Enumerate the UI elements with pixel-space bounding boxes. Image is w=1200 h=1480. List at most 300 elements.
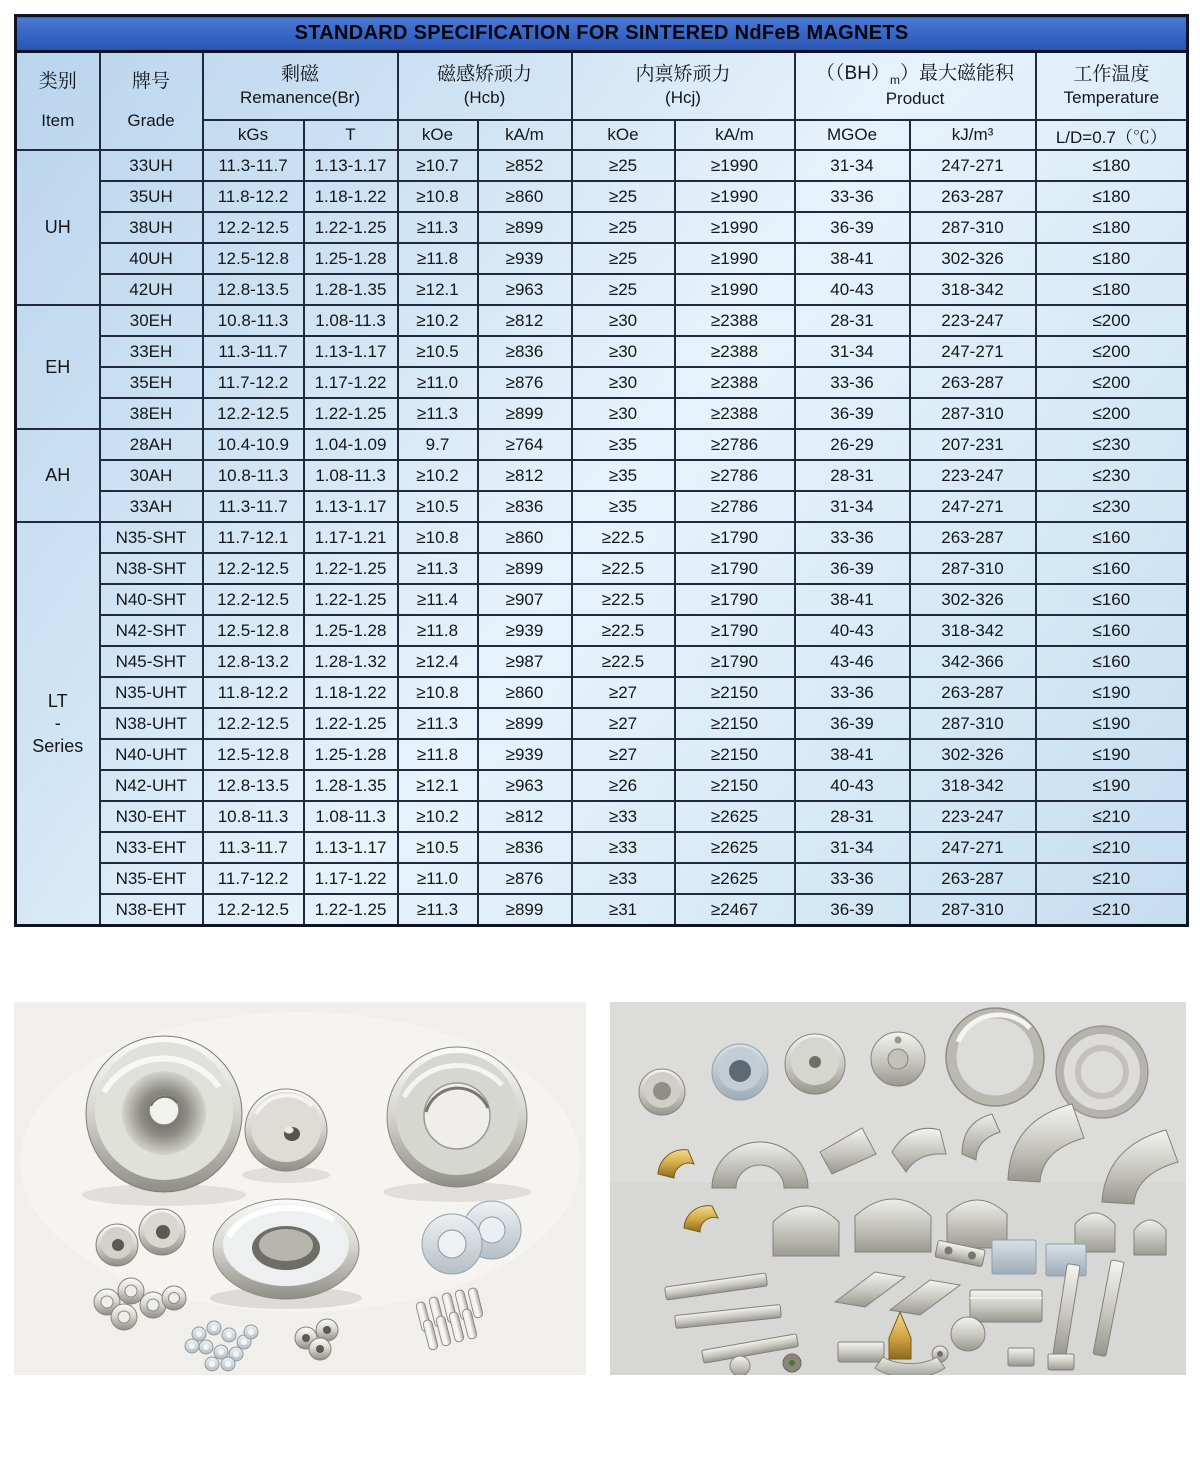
value-cell: 1.13-1.17	[304, 336, 398, 367]
grade-cell: 42UH	[100, 274, 203, 305]
value-cell: ≥876	[478, 863, 572, 894]
col-header-item	[16, 52, 100, 151]
table-row	[16, 336, 1188, 367]
value-cell: ≥11.3	[398, 894, 478, 926]
value-cell: ≥11.3	[398, 212, 478, 243]
col-header-temperature-en: Temperature	[1063, 88, 1160, 108]
table-row	[16, 305, 1188, 336]
group-label-lt-series: LT - Series	[16, 522, 100, 926]
value-cell: 12.5-12.8	[203, 243, 304, 274]
value-cell: ≥22.5	[572, 584, 675, 615]
col-header-product-cn: $((BH)_m)$最大磁能积	[816, 62, 1014, 87]
value-cell: ≥11.3	[398, 708, 478, 739]
value-cell: 38-41	[795, 243, 910, 274]
col-header-product	[795, 52, 1036, 121]
value-cell: ≥25	[572, 243, 675, 274]
value-cell: 12.8-13.5	[203, 274, 304, 305]
value-cell: ≤180	[1036, 181, 1188, 212]
value-cell: 12.2-12.5	[203, 584, 304, 615]
value-cell: ≤180	[1036, 243, 1188, 274]
grade-cell: N38-UHT	[100, 708, 203, 739]
value-cell: ≥11.0	[398, 863, 478, 894]
value-cell: 1.22-1.25	[304, 708, 398, 739]
value-cell: ≥30	[572, 367, 675, 398]
value-cell: 11.7-12.1	[203, 522, 304, 553]
value-cell: ≥963	[478, 274, 572, 305]
value-cell: ≥10.2	[398, 305, 478, 336]
table-row	[16, 460, 1188, 491]
table-row	[16, 274, 1188, 305]
value-cell: ≥939	[478, 243, 572, 274]
value-cell: ≥1990	[675, 212, 795, 243]
table-row	[16, 150, 1188, 181]
value-cell: 12.2-12.5	[203, 894, 304, 926]
value-cell: ≥22.5	[572, 522, 675, 553]
value-cell: 33-36	[795, 181, 910, 212]
value-cell: 26-29	[795, 429, 910, 460]
grade-cell: N38-EHT	[100, 894, 203, 926]
value-cell: ≥1790	[675, 584, 795, 615]
value-cell: ≤200	[1036, 305, 1188, 336]
value-cell: ≥10.2	[398, 801, 478, 832]
value-cell: ≥2467	[675, 894, 795, 926]
unit-t: T	[304, 120, 398, 150]
col-header-hcb	[398, 52, 572, 121]
grade-cell: 40UH	[100, 243, 203, 274]
value-cell: ≥963	[478, 770, 572, 801]
value-cell: ≥10.5	[398, 832, 478, 863]
value-cell: 247-271	[910, 150, 1036, 181]
grade-cell: 35EH	[100, 367, 203, 398]
value-cell: 36-39	[795, 708, 910, 739]
title-bar	[16, 16, 1188, 52]
value-cell: ≥1990	[675, 150, 795, 181]
value-cell: 12.8-13.2	[203, 646, 304, 677]
value-cell: ≥25	[572, 274, 675, 305]
value-cell: ≥2786	[675, 429, 795, 460]
value-cell: 12.2-12.5	[203, 398, 304, 429]
value-cell: 1.17-1.22	[304, 367, 398, 398]
grade-cell: 33EH	[100, 336, 203, 367]
value-cell: 28-31	[795, 305, 910, 336]
col-header-grade-cn: 牌号	[131, 70, 170, 92]
value-cell: ≥30	[572, 398, 675, 429]
value-cell: ≥11.8	[398, 243, 478, 274]
value-cell: ≥11.4	[398, 584, 478, 615]
table-row	[16, 398, 1188, 429]
value-cell: ≥2388	[675, 305, 795, 336]
value-cell: ≥26	[572, 770, 675, 801]
value-cell: ≥11.8	[398, 739, 478, 770]
col-header-grade-en: Grade	[127, 111, 175, 131]
table-row	[16, 212, 1188, 243]
table-row	[16, 801, 1188, 832]
value-cell: ≤200	[1036, 367, 1188, 398]
value-cell: ≤160	[1036, 553, 1188, 584]
value-cell: ≥10.5	[398, 491, 478, 522]
value-cell: ≥30	[572, 336, 675, 367]
group-label-eh: EH	[16, 305, 100, 429]
value-cell: ≥11.8	[398, 615, 478, 646]
value-cell: 1.13-1.17	[304, 832, 398, 863]
grade-cell: 33UH	[100, 150, 203, 181]
value-cell: ≥12.1	[398, 274, 478, 305]
value-cell: ≥35	[572, 491, 675, 522]
value-cell: ≥939	[478, 615, 572, 646]
value-cell: 318-342	[910, 770, 1036, 801]
value-cell: ≥27	[572, 708, 675, 739]
value-cell: ≥25	[572, 150, 675, 181]
value-cell: 263-287	[910, 863, 1036, 894]
value-cell: 11.8-12.2	[203, 181, 304, 212]
table-row	[16, 181, 1188, 212]
value-cell: ≥876	[478, 367, 572, 398]
value-cell: ≥987	[478, 646, 572, 677]
value-cell: 12.2-12.5	[203, 212, 304, 243]
table-row	[16, 367, 1188, 398]
value-cell: 28-31	[795, 801, 910, 832]
value-cell: ≥10.2	[398, 460, 478, 491]
value-cell: ≥764	[478, 429, 572, 460]
value-cell: 38-41	[795, 584, 910, 615]
value-cell: 40-43	[795, 770, 910, 801]
group-label-ah: AH	[16, 429, 100, 522]
value-cell: ≥2150	[675, 739, 795, 770]
value-cell: ≥33	[572, 832, 675, 863]
photo-ring-magnets	[14, 1002, 586, 1375]
value-cell: 1.13-1.17	[304, 491, 398, 522]
value-cell: ≥1990	[675, 181, 795, 212]
table-row	[16, 832, 1188, 863]
value-cell: ≤180	[1036, 274, 1188, 305]
value-cell: 247-271	[910, 491, 1036, 522]
value-cell: 36-39	[795, 553, 910, 584]
value-cell: 1.22-1.25	[304, 584, 398, 615]
value-cell: 1.22-1.25	[304, 398, 398, 429]
value-cell: ≥2388	[675, 367, 795, 398]
value-cell: 40-43	[795, 274, 910, 305]
col-header-temperature	[1036, 52, 1188, 121]
value-cell: ≥812	[478, 305, 572, 336]
value-cell: ≥899	[478, 894, 572, 926]
value-cell: ≥22.5	[572, 553, 675, 584]
value-cell: ≥812	[478, 460, 572, 491]
grade-cell: N40-SHT	[100, 584, 203, 615]
value-cell: ≥899	[478, 708, 572, 739]
value-cell: ≥25	[572, 181, 675, 212]
value-cell: ≥1790	[675, 553, 795, 584]
value-cell: 287-310	[910, 894, 1036, 926]
value-cell: 1.08-11.3	[304, 801, 398, 832]
value-cell: 1.22-1.25	[304, 894, 398, 926]
value-cell: 263-287	[910, 367, 1036, 398]
value-cell: ≥899	[478, 212, 572, 243]
grade-cell: N42-SHT	[100, 615, 203, 646]
value-cell: 12.2-12.5	[203, 708, 304, 739]
value-cell: ≥25	[572, 212, 675, 243]
value-cell: ≤210	[1036, 832, 1188, 863]
table-row	[16, 522, 1188, 553]
value-cell: ≤190	[1036, 708, 1188, 739]
unit-koe-hcb: kOe	[398, 120, 478, 150]
table-row	[16, 553, 1188, 584]
value-cell: ≥35	[572, 429, 675, 460]
value-cell: 33-36	[795, 522, 910, 553]
col-header-hcj-en: (Hcj)	[665, 88, 701, 108]
value-cell: 31-34	[795, 832, 910, 863]
value-cell: 10.4-10.9	[203, 429, 304, 460]
value-cell: ≥2150	[675, 677, 795, 708]
value-cell: ≥11.3	[398, 553, 478, 584]
col-header-item-en: Item	[41, 111, 75, 131]
value-cell: 12.5-12.8	[203, 739, 304, 770]
value-cell: ≥27	[572, 677, 675, 708]
value-cell: ≤230	[1036, 460, 1188, 491]
value-cell: 247-271	[910, 336, 1036, 367]
value-cell: 1.22-1.25	[304, 553, 398, 584]
value-cell: 11.7-12.2	[203, 367, 304, 398]
value-cell: ≤190	[1036, 677, 1188, 708]
col-header-remanence-en: Remanence(Br)	[240, 88, 360, 108]
value-cell: ≤160	[1036, 522, 1188, 553]
value-cell: 12.8-13.5	[203, 770, 304, 801]
unit-mgoe: MGOe	[795, 120, 910, 150]
value-cell: 318-342	[910, 274, 1036, 305]
value-cell: ≥860	[478, 677, 572, 708]
value-cell: 1.28-1.32	[304, 646, 398, 677]
value-cell: ≥22.5	[572, 646, 675, 677]
value-cell: ≥33	[572, 863, 675, 894]
value-cell: 287-310	[910, 708, 1036, 739]
value-cell: 1.04-1.09	[304, 429, 398, 460]
value-cell: 287-310	[910, 212, 1036, 243]
value-cell: 1.25-1.28	[304, 243, 398, 274]
unit-kgs: kGs	[203, 120, 304, 150]
grade-cell: N35-UHT	[100, 677, 203, 708]
value-cell: 11.3-11.7	[203, 336, 304, 367]
grade-cell: 35UH	[100, 181, 203, 212]
grade-cell: N35-SHT	[100, 522, 203, 553]
unit-kam-hcb: kA/m	[478, 120, 572, 150]
grade-cell: 38EH	[100, 398, 203, 429]
col-header-temperature-cn: 工作温度	[1073, 63, 1150, 85]
value-cell: ≥1790	[675, 615, 795, 646]
col-header-hcj	[572, 52, 795, 121]
value-cell: 28-31	[795, 460, 910, 491]
value-cell: ≥12.1	[398, 770, 478, 801]
value-cell: 1.08-11.3	[304, 460, 398, 491]
value-cell: ≥852	[478, 150, 572, 181]
group-label-uh: UH	[16, 150, 100, 305]
value-cell: 1.28-1.35	[304, 274, 398, 305]
value-cell: 302-326	[910, 584, 1036, 615]
value-cell: ≥2388	[675, 398, 795, 429]
col-header-hcb-cn: 磁感矫顽力	[436, 63, 532, 85]
table-row	[16, 243, 1188, 274]
product-photos	[14, 1002, 1186, 1375]
value-cell: 223-247	[910, 460, 1036, 491]
grade-cell: N38-SHT	[100, 553, 203, 584]
value-cell: 43-46	[795, 646, 910, 677]
value-cell: ≥10.7	[398, 150, 478, 181]
value-cell: 36-39	[795, 894, 910, 926]
grade-cell: N35-EHT	[100, 863, 203, 894]
value-cell: ≤180	[1036, 212, 1188, 243]
value-cell: ≤180	[1036, 150, 1188, 181]
grade-cell: 30EH	[100, 305, 203, 336]
value-cell: 11.3-11.7	[203, 832, 304, 863]
header-row-1	[16, 52, 1188, 121]
grade-cell: N45-SHT	[100, 646, 203, 677]
value-cell: ≥1790	[675, 522, 795, 553]
value-cell: ≤210	[1036, 801, 1188, 832]
value-cell: ≥31	[572, 894, 675, 926]
value-cell: 1.25-1.28	[304, 615, 398, 646]
value-cell: 318-342	[910, 615, 1036, 646]
col-header-remanence-cn: 剩磁	[280, 63, 319, 85]
value-cell: ≥836	[478, 832, 572, 863]
value-cell: 38-41	[795, 739, 910, 770]
photo-magnet-assortment-image	[610, 1002, 1186, 1375]
value-cell: ≥11.3	[398, 398, 478, 429]
col-header-hcj-cn: 内禀矫顽力	[635, 63, 731, 85]
grade-cell: N33-EHT	[100, 832, 203, 863]
value-cell: ≤160	[1036, 646, 1188, 677]
value-cell: ≤210	[1036, 894, 1188, 926]
spec-table	[14, 14, 1189, 927]
value-cell: ≥10.8	[398, 677, 478, 708]
col-header-item-cn: 类别	[38, 70, 77, 92]
value-cell: ≥899	[478, 398, 572, 429]
value-cell: ≥12.4	[398, 646, 478, 677]
value-cell: 11.3-11.7	[203, 150, 304, 181]
value-cell: ≥860	[478, 181, 572, 212]
value-cell: 1.18-1.22	[304, 181, 398, 212]
value-cell: ≤160	[1036, 584, 1188, 615]
unit-kjm3: kJ/m³	[910, 120, 1036, 150]
value-cell: 36-39	[795, 398, 910, 429]
grade-cell: 30AH	[100, 460, 203, 491]
value-cell: 33-36	[795, 677, 910, 708]
value-cell: 263-287	[910, 677, 1036, 708]
photo-magnet-assortment	[610, 1002, 1186, 1375]
value-cell: ≥907	[478, 584, 572, 615]
value-cell: ≥30	[572, 305, 675, 336]
photo-ring-magnets-image	[14, 1002, 586, 1375]
value-cell: 263-287	[910, 522, 1036, 553]
value-cell: 247-271	[910, 832, 1036, 863]
spec-table-body	[16, 150, 1188, 926]
value-cell: 10.8-11.3	[203, 305, 304, 336]
value-cell: 31-34	[795, 336, 910, 367]
value-cell: 302-326	[910, 243, 1036, 274]
value-cell: ≥2150	[675, 770, 795, 801]
grade-cell: N40-UHT	[100, 739, 203, 770]
value-cell: 302-326	[910, 739, 1036, 770]
value-cell: ≥2625	[675, 863, 795, 894]
value-cell: 1.13-1.17	[304, 150, 398, 181]
value-cell: ≤190	[1036, 770, 1188, 801]
value-cell: 207-231	[910, 429, 1036, 460]
table-row	[16, 491, 1188, 522]
value-cell: ≥10.5	[398, 336, 478, 367]
value-cell: 263-287	[910, 181, 1036, 212]
value-cell: 1.22-1.25	[304, 212, 398, 243]
value-cell: 11.8-12.2	[203, 677, 304, 708]
value-cell: 342-366	[910, 646, 1036, 677]
value-cell: 40-43	[795, 615, 910, 646]
value-cell: 10.8-11.3	[203, 460, 304, 491]
grade-cell: 33AH	[100, 491, 203, 522]
grade-cell: N42-UHT	[100, 770, 203, 801]
value-cell: ≥2786	[675, 491, 795, 522]
value-cell: ≤160	[1036, 615, 1188, 646]
grade-cell: 38UH	[100, 212, 203, 243]
value-cell: ≤230	[1036, 429, 1188, 460]
value-cell: ≤210	[1036, 863, 1188, 894]
table-row	[16, 863, 1188, 894]
value-cell: ≥22.5	[572, 615, 675, 646]
value-cell: ≤200	[1036, 398, 1188, 429]
unit-ld-temp: L/D=0.7（℃）	[1036, 120, 1188, 150]
value-cell: ≥812	[478, 801, 572, 832]
value-cell: ≥860	[478, 522, 572, 553]
value-cell: ≥1790	[675, 646, 795, 677]
value-cell: 31-34	[795, 150, 910, 181]
value-cell: ≥1990	[675, 274, 795, 305]
value-cell: 33-36	[795, 863, 910, 894]
value-cell: ≥11.0	[398, 367, 478, 398]
table-row	[16, 739, 1188, 770]
value-cell: 33-36	[795, 367, 910, 398]
col-header-hcb-en: (Hcb)	[463, 88, 506, 108]
value-cell: 1.08-11.3	[304, 305, 398, 336]
table-title: STANDARD SPECIFICATION FOR SINTERED NdFeB MAGNETS	[16, 16, 1188, 52]
value-cell: ≥2625	[675, 801, 795, 832]
value-cell: ≥35	[572, 460, 675, 491]
grade-cell: N30-EHT	[100, 801, 203, 832]
value-cell: ≥2388	[675, 336, 795, 367]
value-cell: 36-39	[795, 212, 910, 243]
table-row	[16, 429, 1188, 460]
value-cell: ≥836	[478, 491, 572, 522]
value-cell: ≥2786	[675, 460, 795, 491]
value-cell: 1.28-1.35	[304, 770, 398, 801]
value-cell: 287-310	[910, 553, 1036, 584]
value-cell: ≤200	[1036, 336, 1188, 367]
table-row	[16, 677, 1188, 708]
col-header-remanence	[203, 52, 398, 121]
value-cell: ≥33	[572, 801, 675, 832]
value-cell: 11.3-11.7	[203, 491, 304, 522]
value-cell: 12.2-12.5	[203, 553, 304, 584]
value-cell: 9.7	[398, 429, 478, 460]
value-cell: ≥939	[478, 739, 572, 770]
unit-koe-hcj: kOe	[572, 120, 675, 150]
unit-kam-hcj: kA/m	[675, 120, 795, 150]
value-cell: ≤190	[1036, 739, 1188, 770]
table-row	[16, 894, 1188, 926]
value-cell: 1.18-1.22	[304, 677, 398, 708]
value-cell: ≤230	[1036, 491, 1188, 522]
value-cell: 31-34	[795, 491, 910, 522]
value-cell: 1.17-1.22	[304, 863, 398, 894]
value-cell: ≥836	[478, 336, 572, 367]
value-cell: 10.8-11.3	[203, 801, 304, 832]
value-cell: ≥27	[572, 739, 675, 770]
table-row	[16, 708, 1188, 739]
value-cell: 11.7-12.2	[203, 863, 304, 894]
